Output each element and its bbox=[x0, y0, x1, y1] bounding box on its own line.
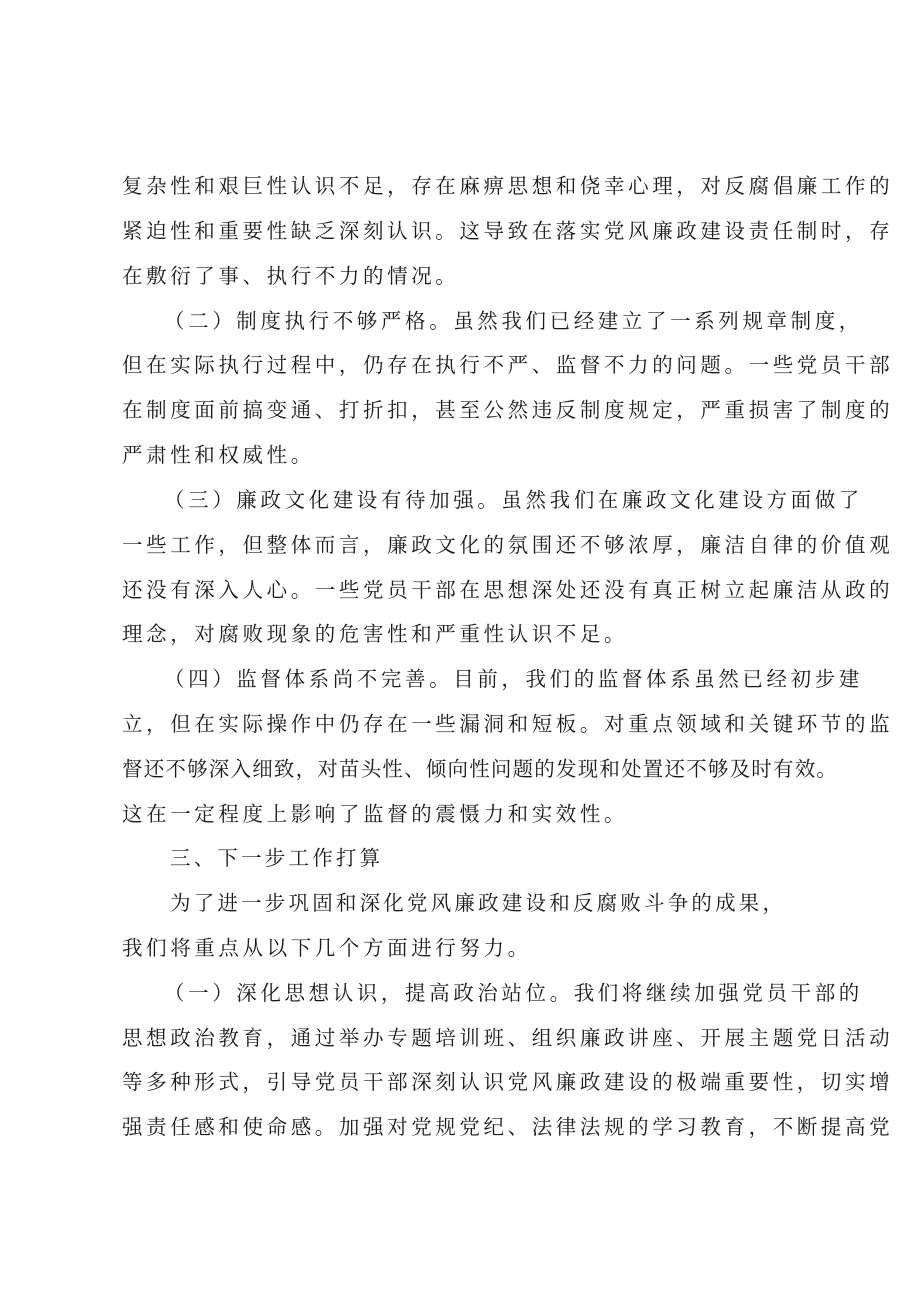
paragraph-heading-line: （四）监督体系尚不完善。目前，我们的监督体系虽然已经初步建 bbox=[164, 667, 863, 691]
body-text-line: 一些工作，但整体而言，廉政文化的氛围还不够浓厚，廉洁自律的价值观 bbox=[122, 533, 894, 557]
body-text-line: 严肃性和权威性。 bbox=[122, 443, 315, 467]
body-text-line: 思想政治教育，通过举办专题培训班、组织廉政讲座、开展主题党日活动 bbox=[122, 1026, 894, 1050]
paragraph-heading-line: （二）制度执行不够严格。虽然我们已经建立了一系列规章制度， bbox=[164, 309, 863, 333]
body-text-line: 我们将重点从以下几个方面进行努力。 bbox=[122, 936, 532, 960]
body-text-line: 等多种形式，引导党员干部深刻认识党风廉政建设的极端重要性，切实增 bbox=[122, 1070, 894, 1094]
body-text-line: 强责任感和使命感。加强对党规党纪、法律法规的学习教育，不断提高党 bbox=[122, 1115, 894, 1139]
body-text-line: 紧迫性和重要性缺乏深刻认识。这导致在落实党风廉政建设责任制时，存 bbox=[122, 219, 894, 243]
section-heading: 三、下一步工作打算 bbox=[170, 846, 384, 870]
body-text-line: 这在一定程度上影响了监督的震慑力和实效性。 bbox=[122, 802, 629, 826]
paragraph-heading-line: （一）深化思想认识，提高政治站位。我们将继续加强党员干部的 bbox=[164, 981, 863, 1005]
body-text-line: 立，但在实际操作中仍存在一些漏洞和短板。对重点领域和关键环节的监 bbox=[122, 712, 894, 736]
body-text-line: 在制度面前搞变通、打折扣，甚至公然违反制度规定，严重损害了制度的 bbox=[122, 398, 894, 422]
body-text-line: 复杂性和艰巨性认识不足，存在麻痹思想和侥幸心理，对反腐倡廉工作的 bbox=[122, 174, 894, 198]
body-text-line: 在敷衍了事、执行不力的情况。 bbox=[122, 264, 460, 288]
body-text-line: 但在实际执行过程中，仍存在执行不严、监督不力的问题。一些党员干部 bbox=[122, 353, 894, 377]
body-text-line: 理念，对腐败现象的危害性和严重性认识不足。 bbox=[122, 622, 629, 646]
body-text-line: 督还不够深入细致，对苗头性、倾向性问题的发现和处置还不够及时有效。 bbox=[122, 757, 839, 781]
paragraph-heading-line: （三）廉政文化建设有待加强。虽然我们在廉政文化建设方面做了 bbox=[164, 488, 863, 512]
body-text-line: 还没有深入人心。一些党员干部在思想深处还没有真正树立起廉洁从政的 bbox=[122, 578, 894, 602]
body-text-line: 为了进一步巩固和深化党风廉政建设和反腐败斗争的成果， bbox=[170, 891, 787, 915]
